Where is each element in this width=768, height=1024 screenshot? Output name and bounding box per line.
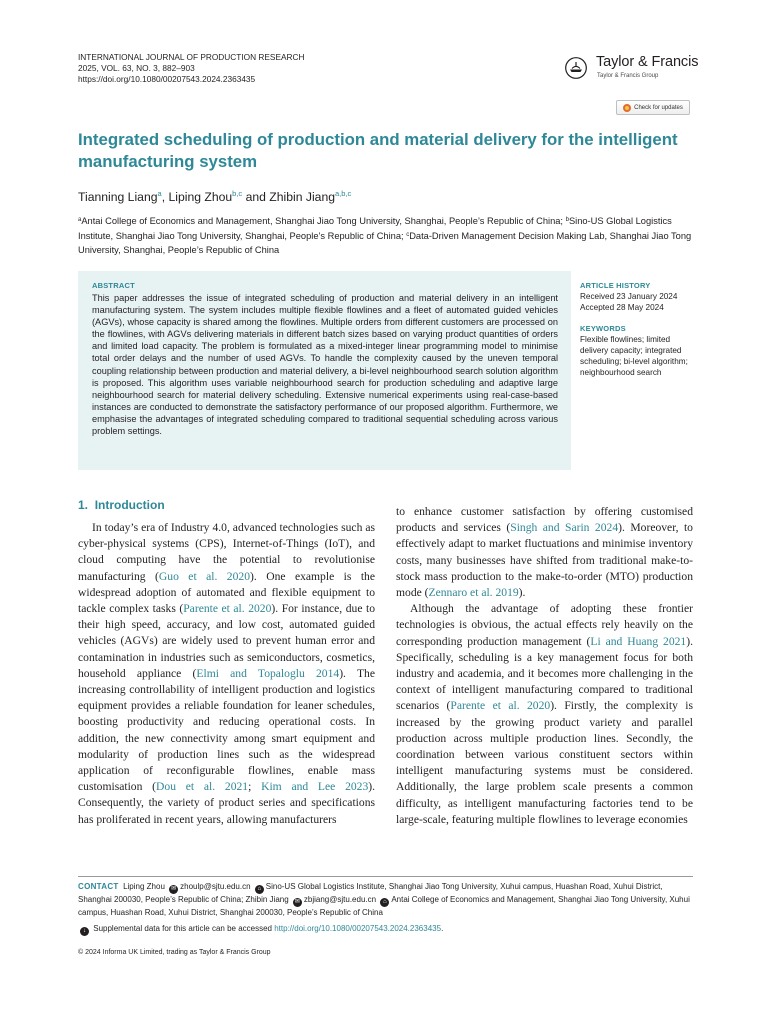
body-text: to enhance customer satisfaction by offering customised products and services ( [396,505,693,535]
affiliation-sup: b [565,217,569,223]
body-paragraph [396,601,693,828]
right-column [396,504,693,828]
supplemental-note [78,924,443,936]
publisher-group: Taylor & Francis Group [597,73,659,79]
citation-link[interactable]: Dou et al. 2021 [156,780,249,794]
author-affil-sup: b,c [232,189,243,198]
section-heading [78,498,165,512]
contact-label: CONTACT [78,882,119,891]
article-title: Integrated scheduling of production and material delivery for the intelligent manufacturing system [78,130,678,171]
author-list [78,189,351,204]
author-name[interactable]: Liping Zhou [168,190,233,204]
email-icon: ✉ [294,899,300,905]
body-text: ). One example is the widespread adoption of automated and flexible equipment to tackle complex tasks ( [78,569,375,616]
citation-link[interactable]: Guo et al. 2020 [158,569,250,583]
keywords-heading: KEYWORDS [580,324,626,333]
body-text: ). Firstly, the complexity is increased by the growing product variety and parallel production across multiple production lines. Secondly, the coordination between various constituent sectors within intelligent manufacturing systems must be considered. Additionally, the large problem scale presents a common difficulty, as intelligent manufacturing factories tend to be large-scale, featuring multiple flowlines to leverage economies [396,699,694,826]
supplemental-end: . [441,924,444,933]
copyright: © 2024 Informa UK Limited, trading as Taylor & Francis Group [78,949,271,956]
journal-volume: 2025, VOL. 63, NO. 3, 882–903 [78,63,195,74]
author-name[interactable]: Tianning Liang [78,190,158,204]
affiliation-text: Sino-US Global Logistics Institute, Shanghai Jiao Tong University, Shanghai, People’s Republic of China; [78,216,672,241]
abstract-box [78,271,571,470]
keywords [580,323,700,378]
contact-block [78,881,693,919]
publisher-name: Taylor & Francis [596,54,699,70]
author-affil-sup: a [157,189,162,198]
author-name[interactable]: Zhibin Jiang [269,190,336,204]
author-separator: , [161,190,169,204]
body-text: In today’s era of Industry 4.0, advanced technologies such as cyber-physical systems (CPS), Internet-of-Things (IoT), and cloud computing have the potential to revolutionise manufacturing ( [78,521,375,583]
contact-address: Sino-US Global Logistics Institute, Shanghai Jiao Tong University, Xuhui campus, Huashan Road, Xuhui District, Shanghai 200030, People’s Republic of China; Zhibin Jiang [78,882,663,904]
received-date: Received 23 January 2024 [580,292,678,301]
affiliation-sup: a [78,217,82,223]
footer-divider [78,876,693,877]
supplemental-link[interactable]: http://doi.org/10.1080/00207543.2024.2363435 [274,924,442,933]
body-text: Although the advantage of adopting these frontier technologies is obvious, the actual effects rely heavily on the corresponding production management ( [396,602,693,648]
address-icon: ⌂ [380,898,389,907]
affiliation-text: Data-Driven Management Decision Making Lab, Shanghai Jiao Tong University, Shanghai, People’s Republic of China [78,231,692,255]
accepted-date: Accepted 28 May 2024 [580,303,664,312]
body-paragraph [78,520,375,828]
supplemental-icon: ↓ [80,927,89,936]
affiliation-text: Antai College of Economics and Management, Shanghai Jiao Tong University, Shanghai, People’s Republic of China; [81,216,566,226]
publisher-logo[interactable] [565,54,699,82]
affiliation-sup: c [406,232,410,238]
journal-name: INTERNATIONAL JOURNAL OF PRODUCTION RESEARCH [78,52,305,62]
section-number: 1. [78,498,89,512]
citation-link[interactable]: Kim and Lee 2023 [261,780,369,794]
check-for-updates-label: Check for updates [634,104,683,111]
crossmark-icon [623,104,631,112]
article-history-heading: ARTICLE HISTORY [580,281,651,290]
publisher-logo-icon [565,57,587,79]
section-title: Introduction [94,498,165,512]
supplemental-text: Supplemental data for this article can be accessed [93,924,275,933]
citation-link[interactable]: Li and Huang 2021 [590,634,687,648]
contact-email[interactable]: zbjiang@sjtu.edu.cn [303,895,377,904]
body-text: ; [248,780,262,794]
address-icon: ⌂ [255,885,264,894]
body-text: ). Moreover, to effectively adapt to market fluctuations and minimise inventory costs, many businesses have shifted from traditional make-to-stock mass production to the make-to-order (MTO) production mode ( [396,521,693,600]
contact-email[interactable]: zhoulp@sjtu.edu.cn [180,882,251,891]
body-text: ). For instance, due to their high speed, accuracy, and low cost, automated guided vehicles (AGVs) are widely used to prevent human error and contamination in industries such as semiconductors, cosmetics, household appliance ( [78,602,376,680]
citation-link[interactable]: Parente et al. 2020 [450,699,551,713]
body-text: ). Specifically, scheduling is a key management focus for both industry and academia, and it becomes more challenging in the context of intelligent manufacturing compared to traditional scenarios ( [396,634,693,713]
abstract-heading: ABSTRACT [92,281,135,290]
body-text: ). Consequently, the variety of product series and specifications has proliferated in recent years, allowing manufacturers [78,780,376,826]
article-history [580,280,700,313]
body-text: ). [518,586,526,600]
journal-doi-link[interactable]: https://doi.org/10.1080/00207543.2024.2363435 [78,74,256,85]
contact-person: Liping Zhou [123,882,165,891]
left-column [78,520,375,828]
abstract-text: This paper addresses the issue of integrated scheduling of production and material delivery in an intelligent manufacturing system. The system includes multiple flexible flowlines and a fleet of automated guided vehicles (AGVs), whose capacity is shared among the flowlines. Multiple orders from different customers are processed on the flowlines, with AGVs delivering materials in different batch sizes based on varying product quantities of orders and limited load capacity. The problem is formulated as a mixed-integer linear programming model to minimise total order delays and the number of used AGVs. To handle the complexity caused by the uneven temporal coupling relationship between production and material delivery, a bi-level neighbourhood search solution algorithm is proposed. This algorithm uses variable neighbourhood search for production scheduling and adaptive large neighbourhood search for material delivery scheduling. Extensive numerical experiments using real-case-based instances are conducted to demonstrate the satisfactory performance of our proposed algorithm. Furthermore, we emphasise the advantages of integrated scheduling compared to traditional sequential scheduling across various problem settings. [92,293,558,437]
author-separator: and [242,190,270,204]
keywords-text: Flexible flowlines; limited delivery capacity; integrated scheduling; bi-level algorithm; neighbourhood search [580,335,688,377]
email-icon: ✉ [171,886,177,892]
citation-link[interactable]: Zennaro et al. 2019 [428,586,519,600]
citation-link[interactable]: Elmi and Topaloglu 2014 [196,666,340,680]
journal-header [78,52,305,86]
body-text: ). The increasing controllability of intelligent production and logistics equipment provides a reliable foundation for leaner schedules, boosting productivity and reducing operational costs. In addition, the new connectivity among smart equipment and modularity of production lines such as the widespread application of reconfigurable flowlines, enable mass customisation ( [78,666,375,794]
citation-link[interactable]: Parente et al. 2020 [183,602,272,616]
contact-address: Antai College of Economics and Management, Shanghai Jiao Tong University, Xuhui campus, Huashan Road, Xuhui District, Shanghai 200030, People’s Republic of China [78,895,690,917]
citation-link[interactable]: Singh and Sarin 2024 [510,521,619,535]
affiliations [78,213,693,257]
body-paragraph [396,504,693,601]
author-affil-sup: a,b,c [335,189,352,198]
check-for-updates-button[interactable] [616,100,690,115]
